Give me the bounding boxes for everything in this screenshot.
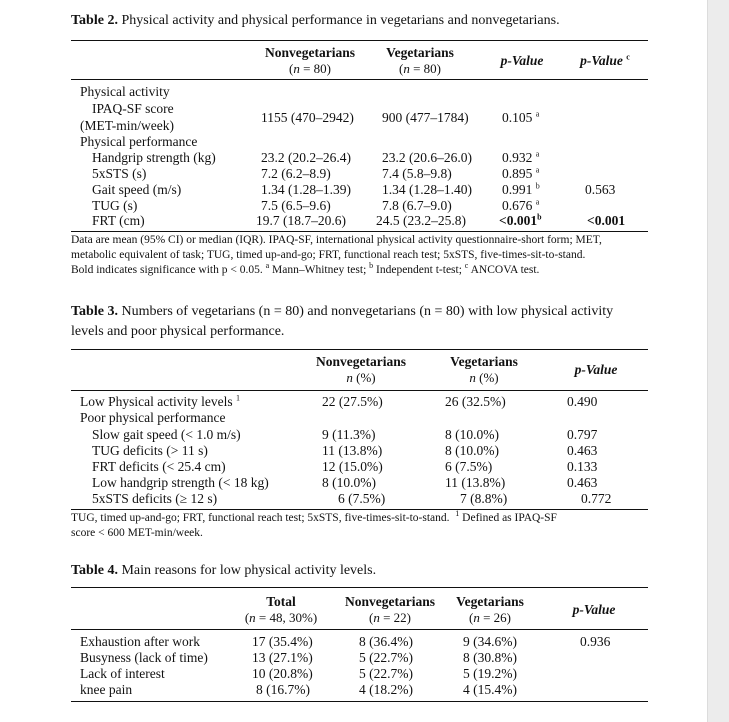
table2-ipaq-veg: 900 (477–1784) (382, 110, 469, 125)
table2-row-gait-label: Gait speed (m/s) (92, 182, 182, 197)
table2-gait-pc: 0.563 (585, 182, 616, 197)
table2-caption: Table 2. Physical activity and physical performance in vegetarians and nonvegetarians. (71, 13, 560, 28)
table2-ipaq-nonveg: 1155 (470–2942) (261, 110, 354, 125)
table4-top-rule (71, 587, 648, 588)
table4-p: 0.936 (580, 634, 611, 649)
table3-gait-nonveg: 9 (11.3%) (322, 427, 376, 442)
table4-total: 10 (20.8%) (252, 666, 313, 681)
table3-tug-veg: 8 (10.0%) (445, 443, 499, 458)
table4-veg: 8 (30.8%) (463, 650, 517, 665)
table2-header-rule (71, 79, 648, 80)
table4-header-total: Total (n = 48, 30%) (244, 594, 318, 625)
table3-row-gait-label: Slow gait speed (< 1.0 m/s) (92, 427, 241, 442)
table2-frt-pc: <0.001 (587, 213, 626, 228)
table3-lpa-veg: 26 (32.5%) (445, 394, 506, 409)
table2-hand-veg: 23.2 (20.6–26.0) (382, 150, 472, 165)
table2-bottom-rule (71, 231, 648, 232)
table4-total: 13 (27.1%) (252, 650, 313, 665)
table3-header-veg: Vegetarians n (%) (450, 354, 518, 385)
table3-hand-nonveg: 8 (10.0%) (322, 475, 376, 490)
table2-row-pa-header: Physical activity (80, 84, 170, 99)
table2-tug-p: 0.676 $^a$ (502, 197, 540, 213)
table2-header-pvalue-c: p-Value $^c$ (580, 52, 630, 68)
table2-sts-p: 0.895 $^a$ (502, 165, 540, 181)
table2-row-frt-label: FRT (cm) (92, 213, 145, 228)
table2-row-pp-header: Physical performance (80, 134, 198, 149)
table2-frt-p: <0.001$^b$ (499, 212, 542, 228)
table3-tug-nonveg: 11 (13.8%) (322, 443, 383, 458)
table3-sts-nonveg: 6 (7.5%) (338, 491, 386, 506)
table4-bottom-rule (71, 701, 648, 702)
table4-veg: 9 (34.6%) (463, 634, 517, 649)
table3-tug-p: 0.463 (567, 443, 598, 458)
table3-row-frt-label: FRT deficits (< 25.4 cm) (92, 459, 226, 474)
table2-row-ipaq-label-2: (MET-min/week) (80, 118, 174, 133)
table2-header-veg: Vegetarians (n = 80) (386, 45, 454, 76)
table3-header-nonveg: Nonvegetarians n (%) (316, 354, 406, 385)
table2-frt-nonveg: 19.7 (18.7–20.6) (256, 213, 346, 228)
table2-sts-veg: 7.4 (5.8–9.8) (382, 166, 452, 181)
table2-frt-veg: 24.5 (23.2–25.8) (376, 213, 466, 228)
table4-header-nonveg: Nonvegetarians (n = 22) (345, 594, 435, 625)
table3-lpa-nonveg: 22 (27.5%) (322, 394, 383, 409)
table4-header-veg: Vegetarians (n = 26) (456, 594, 524, 625)
table2-sts-nonveg: 7.2 (6.2–8.9) (261, 166, 331, 181)
table2-top-rule (71, 40, 648, 41)
table4-row-label: Exhaustion after work (80, 634, 200, 649)
table3-hand-p: 0.463 (567, 475, 598, 490)
table3-hand-veg: 11 (13.8%) (445, 475, 506, 490)
table3-row-sts-label: 5xSTS deficits (≥ 12 s) (92, 491, 218, 506)
table3-frt-veg: 6 (7.5%) (445, 459, 493, 474)
table3-row-lpa-label: Low Physical activity levels $^1$ (80, 393, 240, 409)
table4-nonveg: 5 (22.7%) (359, 666, 413, 681)
table2-row-sts-label: 5xSTS (s) (92, 166, 147, 181)
table2-header-nonveg: Nonvegetarians (n = 80) (265, 45, 355, 76)
table3-sts-p: 0.772 (581, 491, 612, 506)
table3-gait-p: 0.797 (567, 427, 598, 442)
table2-gait-p: 0.991 $^b$ (502, 181, 540, 197)
table2-hand-nonveg: 23.2 (20.2–26.4) (261, 150, 351, 165)
table3-bottom-rule (71, 509, 648, 510)
table3-top-rule (71, 349, 648, 350)
table4-header-rule (71, 629, 648, 630)
table4-veg: 5 (19.2%) (463, 666, 517, 681)
table2-gait-veg: 1.34 (1.28–1.40) (382, 182, 472, 197)
table3-row-hand-label: Low handgrip strength (< 18 kg) (92, 475, 269, 490)
table2-header-pvalue: p-Value (500, 53, 544, 68)
table3-caption: Table 3. Numbers of vegetarians (n = 80) and nonvegetarians (n = 80) with low physical activity levels and poor physical performance. (71, 304, 614, 339)
table4-row-label: Lack of interest (80, 666, 165, 681)
table3-gait-veg: 8 (10.0%) (445, 427, 499, 442)
table2-hand-p: 0.932 $^a$ (502, 149, 540, 165)
table4-row-label: knee pain (80, 682, 133, 697)
table3-frt-p: 0.133 (567, 459, 598, 474)
table4-nonveg: 4 (18.2%) (359, 682, 413, 697)
table3-sts-veg: 7 (8.8%) (460, 491, 508, 506)
table2-row-tug-label: TUG (s) (92, 198, 138, 213)
table4-nonveg: 8 (36.4%) (359, 634, 413, 649)
table4-caption: Table 4. Main reasons for low physical activity levels. (71, 563, 377, 578)
table2-row-hand-label: Handgrip strength (kg) (92, 150, 216, 165)
table4-header-pvalue: p-Value (572, 602, 616, 617)
table4-veg: 4 (15.4%) (463, 682, 517, 697)
table4-total: 17 (35.4%) (252, 634, 313, 649)
vertical-scrollbar[interactable] (707, 0, 729, 722)
table3-footnote: TUG, timed up-and-go; FRT, functional reach test; 5xSTS, five-times-sit-to-stand. $^1$ Defined as IPAQ-SF score < 600 MET-min/week. (71, 509, 557, 539)
table4-total: 8 (16.7%) (256, 682, 310, 697)
table3-row-tug-label: TUG deficits (> 11 s) (92, 443, 208, 458)
table2-footnote: Data are mean (95% CI) or median (IQR). IPAQ-SF, international physical activity questionnaire-short form; MET, metabolic equivalent of task; TUG, timed up-and-go; FRT, functional reach test; 5xSTS, five-times-sit-to-stand. Bold indicates significance with p < 0.05. $^a$ Mann–Whitney test; $^b$ Independent t-test; $^c$ ANCOVA test. (71, 234, 602, 276)
table3-frt-nonveg: 12 (15.0%) (322, 459, 383, 474)
table4-nonveg: 5 (22.7%) (359, 650, 413, 665)
table3-row-ppp-header: Poor physical performance (80, 410, 226, 425)
table2-row-ipaq-label: IPAQ-SF score (92, 101, 174, 116)
table2-tug-nonveg: 7.5 (6.5–9.6) (261, 198, 331, 213)
table2-tug-veg: 7.8 (6.7–9.0) (382, 198, 452, 213)
table3-header-rule (71, 390, 648, 391)
table2-ipaq-p: 0.105 $^a$ (502, 109, 540, 125)
table2-gait-nonveg: 1.34 (1.28–1.39) (261, 182, 351, 197)
table3-header-pvalue: p-Value (574, 362, 618, 377)
table3-lpa-p: 0.490 (567, 394, 598, 409)
table4-row-label: Busyness (lack of time) (80, 650, 208, 665)
